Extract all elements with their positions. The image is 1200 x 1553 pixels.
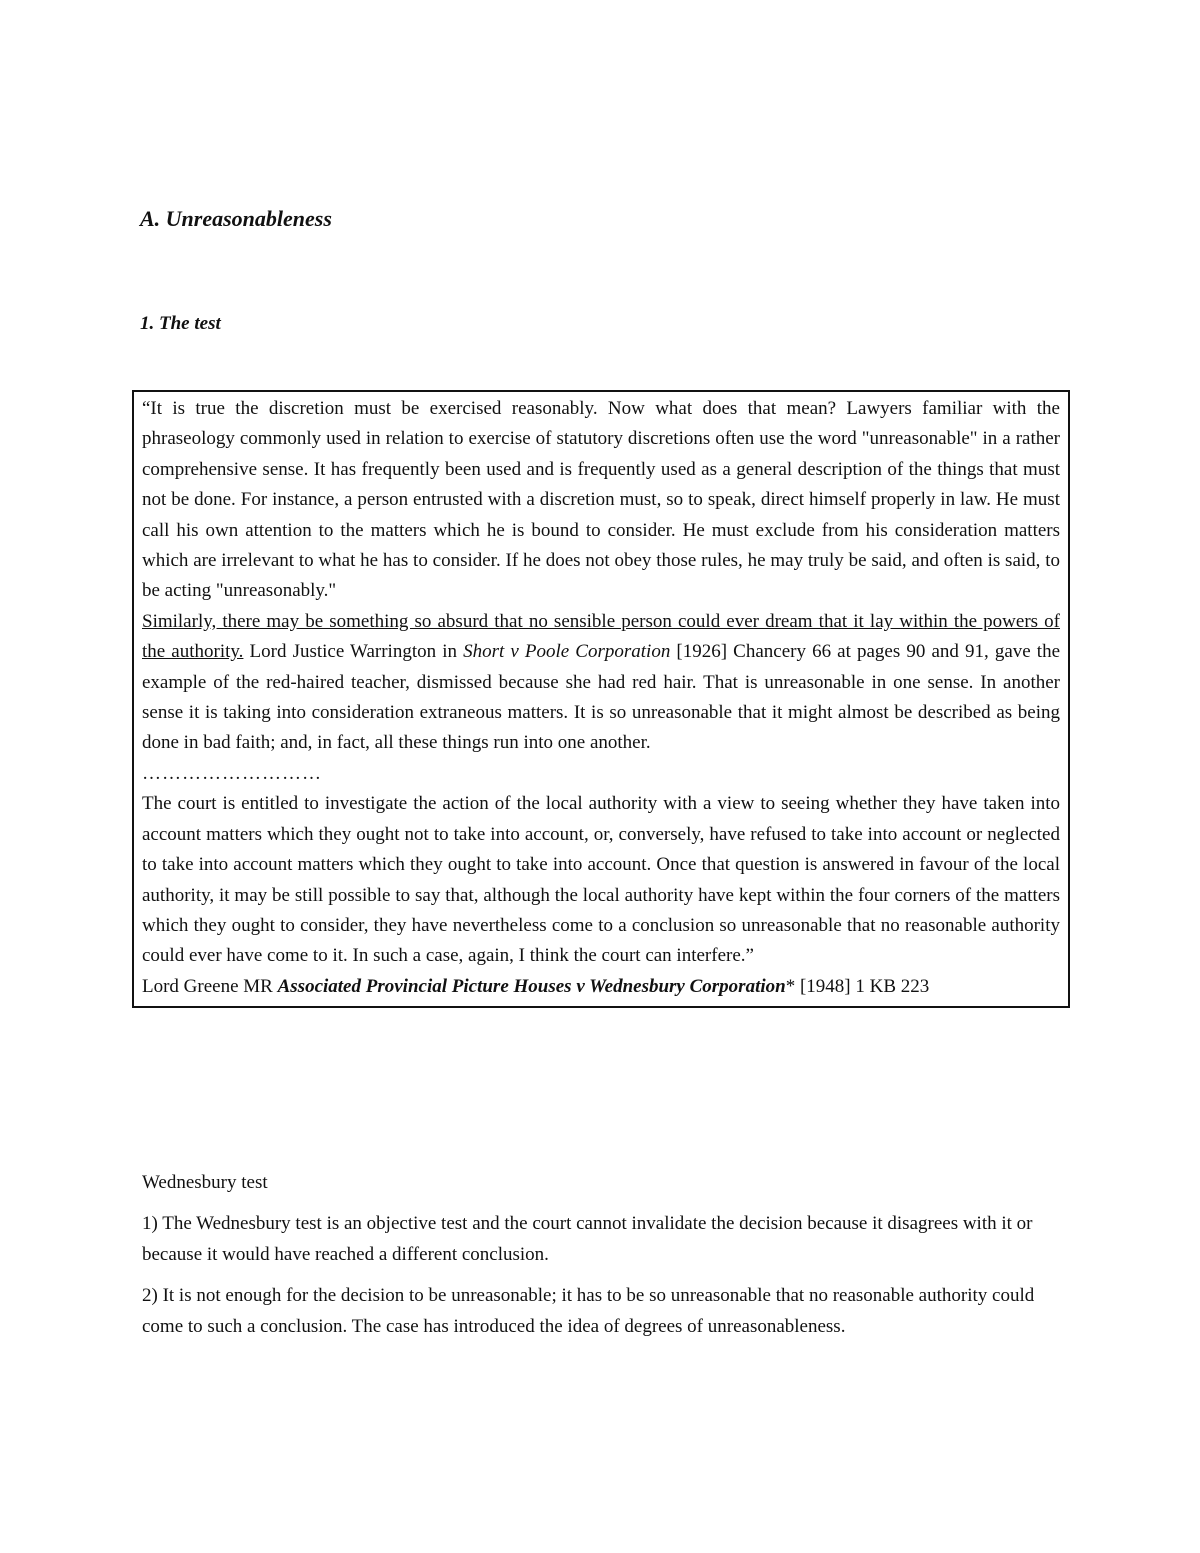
point-1: 1) The Wednesbury test is an objective test and the court cannot invalidate the decision because it disagrees with it or because it would have reached a different conclusion. — [142, 1213, 1033, 1265]
quotation-box — [132, 390, 1070, 1008]
subsection-heading: 1. The test — [140, 313, 221, 334]
quote-paragraph-1: “It is true the discretion must be exercised reasonably. Now what does that mean? Lawyers familiar with the phraseology commonly used in relation to exercise of statutory discretions often use the word "unreasonable" in a rather comprehensive sense. It has frequently been used and is frequently used as a general description of the things that must not be done. For instance, a person entrusted with a discretion must, so to speak, direct himself properly in law. He must call his own attention to the matters which he is bound to consider. He must exclude from his consideration matters which are irrelevant to what he has to consider. If he does not obey those rules, he may truly be said, and often is said, to be acting "unreasonably." — [142, 398, 1060, 602]
wednesbury-test-label: Wednesbury test — [142, 1172, 268, 1193]
citation-reference: * [1948] 1 KB 223 — [785, 975, 930, 997]
body-text — [142, 1167, 1042, 1352]
case-name-short-v-poole: Short v Poole Corporation — [463, 641, 671, 663]
quote-citation — [142, 972, 1060, 1002]
citation-judge: Lord Greene MR — [142, 975, 278, 997]
quote-paragraph-2 — [142, 607, 1060, 759]
quote-paragraph-3: The court is entitled to investigate the action of the local authority with a view to seeing whether they have taken into account matters which they ought not to take into account, or, conversely, have refused to take into account or neglected to take into account matters which they ought to take into account. Once that question is answered in favour of the local authority, it may be still possible to say that, although the local authority have kept within the four corners of the matters which they ought to consider, they have nevertheless come to a conclusion so unreasonable that no reasonable authority could ever have come to it. In such a case, again, I think the court can interfere.” — [142, 793, 1060, 967]
underlined-passage: Similarly, there may be something so absurd that no sensible person could ever dream that it lay within the powers of the authority. — [142, 610, 1060, 663]
ellipsis-divider: ……………………… — [142, 762, 322, 784]
quote-text-before-case: Lord Justice Warrington in — [243, 641, 464, 663]
quote-text-after-case: [1926] Chancery 66 at pages 90 and 91, gave the example of the red-haired teacher, dismissed because she had red hair. That is unreasonable in one sense. In another sense it is taking into consideration extraneous matters. It is so unreasonable that it might almost be described as being done in bad faith; and, in fact, all these things run into one another. — [142, 641, 1061, 754]
section-heading: A. Unreasonableness — [140, 206, 332, 231]
citation-case-name: Associated Provincial Picture Houses v Wednesbury Corporation — [277, 975, 786, 997]
point-2: 2) It is not enough for the decision to be unreasonable; it has to be so unreasonable that no reasonable authority could come to such a conclusion. The case has introduced the idea of degrees of unreasonableness. — [142, 1285, 1035, 1337]
